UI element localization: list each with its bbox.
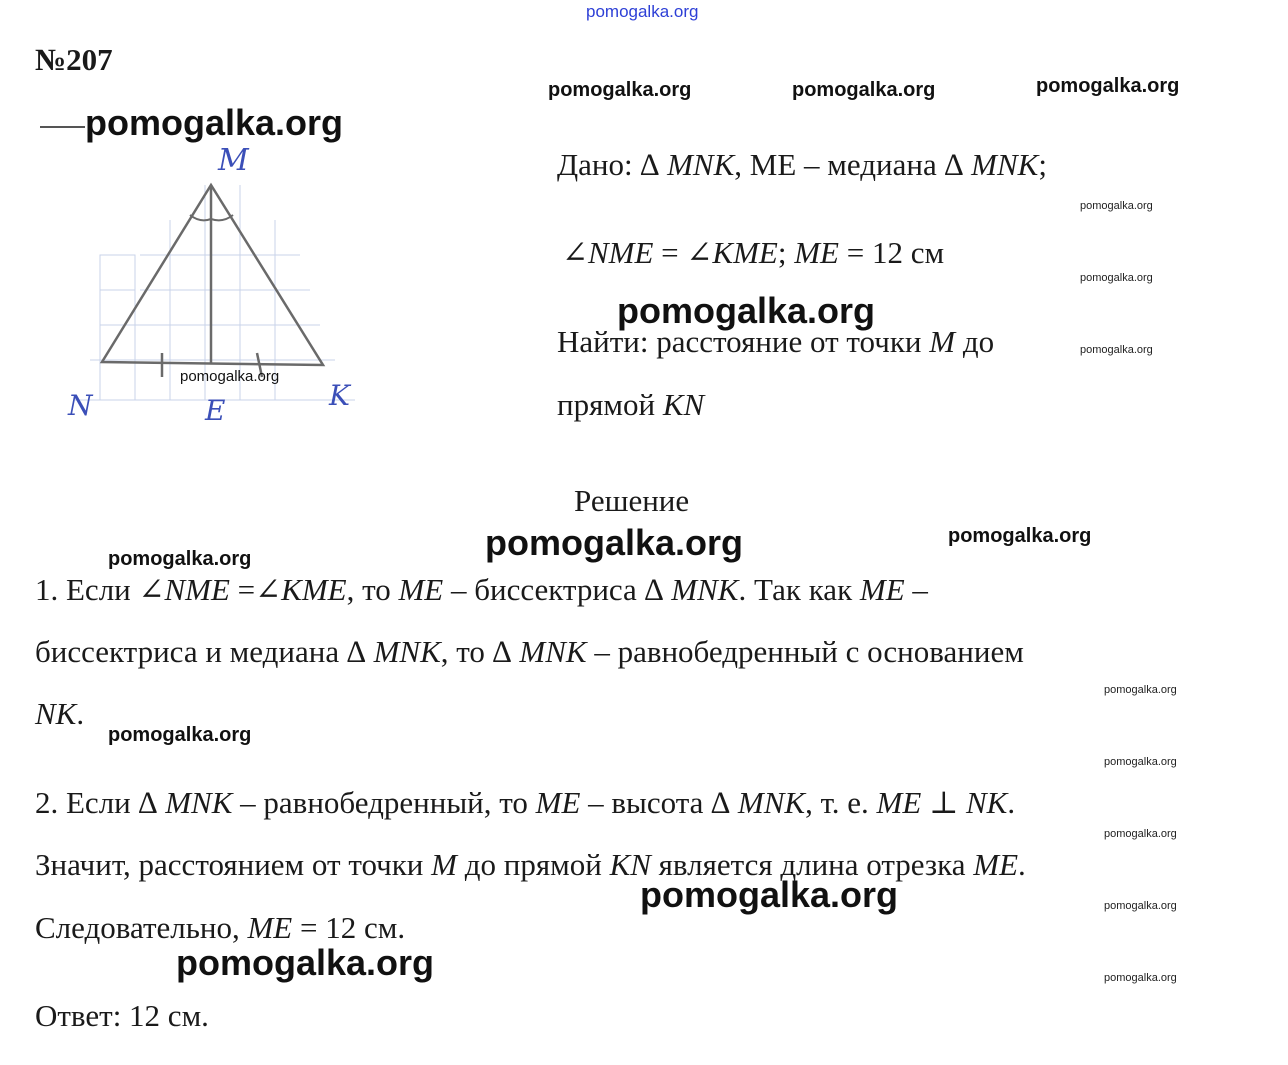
label-n: N — [68, 389, 93, 422]
watermark-small: pomogalka.org — [1104, 972, 1177, 984]
triangle-figure — [35, 115, 370, 435]
watermark-medium: pomogalka.org — [108, 724, 252, 746]
label-k: K — [329, 379, 350, 412]
watermark-large: pomogalka.org — [640, 874, 899, 915]
step1-line-2: биссектриса и медиана ∆ MNK, то ∆ MNK – равнобедренный с основанием — [35, 634, 1024, 669]
watermark-small: pomogalka.org — [1080, 344, 1153, 356]
watermark-small: pomogalka.org — [1080, 200, 1153, 212]
watermark-medium: pomogalka.org — [792, 79, 936, 101]
watermark-medium: pomogalka.org — [548, 79, 692, 101]
watermark-large: pomogalka.org — [617, 290, 876, 331]
step1-line-1: 1. Если ∠NME =∠KME, то ME – биссектриса ∆ MNK. Так как ME – — [35, 572, 928, 607]
step2-line-3: Следовательно, ME = 12 см. — [35, 910, 406, 945]
solution-heading: Решение — [574, 483, 690, 518]
watermark-large: pomogalka.org — [85, 102, 344, 143]
label-m: M — [218, 143, 249, 178]
given-line-1: Дано: ∆ MNK, МЕ – медиана ∆ MNK; — [557, 147, 1047, 182]
watermark-small: pomogalka.org — [1104, 684, 1177, 696]
watermark-large: pomogalka.org — [176, 942, 435, 983]
watermark-medium: pomogalka.org — [1036, 75, 1180, 97]
find-line-1: Найти: расстояние от точки M до — [557, 324, 995, 359]
step2-line-1: 2. Если ∆ MNK – равнобедренный, то ME – высота ∆ MNK, т. е. ME ⊥ NK. — [35, 785, 1016, 820]
watermark-medium: pomogalka.org — [180, 368, 280, 385]
find-line-2: прямой KN — [557, 387, 705, 422]
step1-line-3: NK. — [35, 696, 85, 731]
watermark-small: pomogalka.org — [1104, 828, 1177, 840]
watermark-medium: pomogalka.org — [108, 548, 252, 570]
given-line-2: ∠NME = ∠KME; ME = 12 см — [562, 235, 945, 270]
answer: Ответ: 12 см. — [35, 998, 209, 1033]
watermark-small: pomogalka.org — [1080, 272, 1153, 284]
watermark-small: pomogalka.org — [1104, 900, 1177, 912]
watermark-medium: pomogalka.org — [948, 525, 1092, 547]
label-e: E — [205, 394, 226, 427]
task-number: №207 — [35, 42, 113, 77]
watermark-small: pomogalka.org — [1104, 756, 1177, 768]
watermark-top: pomogalka.org — [586, 2, 699, 21]
step2-line-2: Значит, расстоянием от точки M до прямой KN является длина отрезка ME. — [35, 847, 1026, 882]
watermark-large: pomogalka.org — [485, 522, 744, 563]
